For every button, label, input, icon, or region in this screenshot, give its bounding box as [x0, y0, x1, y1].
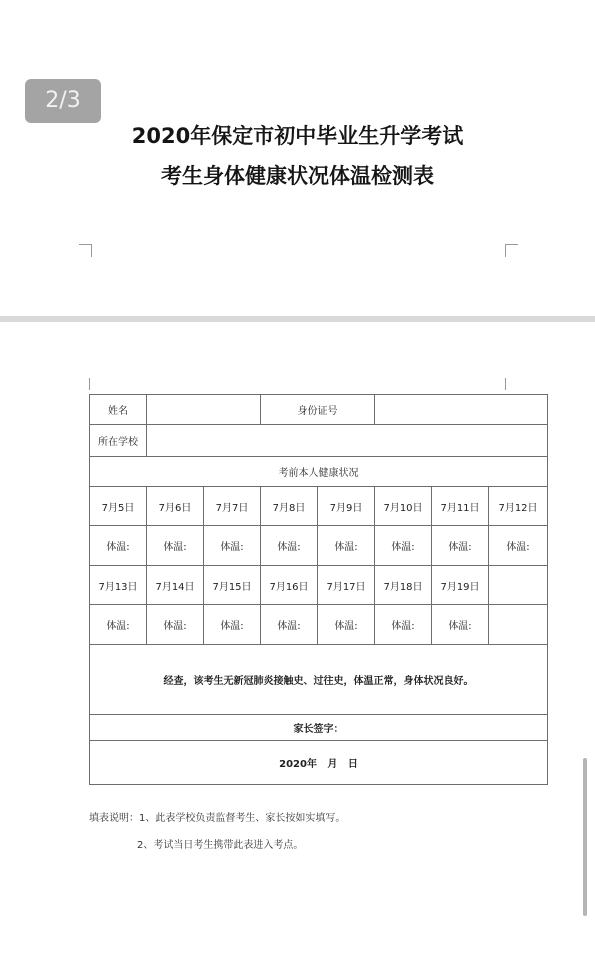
- id-field[interactable]: [375, 395, 548, 425]
- date-cell: 7月11日: [432, 487, 489, 526]
- temperature-field[interactable]: 体温:: [375, 605, 432, 645]
- name-label: 姓名: [90, 395, 147, 425]
- document-title-line1: 2020年保定市初中毕业生升学考试: [131, 124, 464, 148]
- date-cell: 7月13日: [90, 566, 147, 605]
- health-declaration: 经查，该考生无新冠肺炎接触史、过往史，体温正常，身体状况良好。: [90, 645, 548, 715]
- school-field[interactable]: [147, 425, 548, 457]
- temperature-field[interactable]: 体温:: [90, 605, 147, 645]
- page-divider: [0, 316, 595, 322]
- date-cell: 7月7日: [204, 487, 261, 526]
- parent-signature-field[interactable]: 家长签字：: [90, 715, 548, 741]
- crop-mark-right: [505, 378, 506, 390]
- temperature-field[interactable]: 体温:: [204, 526, 261, 566]
- date-cell: 7月5日: [90, 487, 147, 526]
- instruction-note-2: 2、考试当日考生携带此表进入考点。: [137, 840, 304, 851]
- temps-row-1: [90, 526, 548, 566]
- temperature-field[interactable]: 体温:: [432, 526, 489, 566]
- document-title-line2: 考生身体健康状况体温检测表: [161, 164, 434, 188]
- signature-row: [90, 715, 548, 741]
- dates-row-2: [90, 566, 548, 605]
- crop-mark-top-left: [79, 244, 92, 257]
- temperature-field[interactable]: 体温:: [204, 605, 261, 645]
- id-label: 身份证号: [261, 395, 375, 425]
- school-row: [90, 425, 548, 457]
- empty-cell: [489, 566, 548, 605]
- sign-date-row: [90, 741, 548, 785]
- health-header-row: [90, 457, 548, 487]
- vertical-scrollbar[interactable]: [583, 758, 587, 916]
- date-cell: 7月8日: [261, 487, 318, 526]
- health-form-table: [89, 394, 548, 785]
- date-cell: 7月10日: [375, 487, 432, 526]
- date-cell: 7月9日: [318, 487, 375, 526]
- date-cell: 7月19日: [432, 566, 489, 605]
- empty-cell: [489, 605, 548, 645]
- temperature-field[interactable]: 体温:: [261, 605, 318, 645]
- sign-date-field[interactable]: 2020年 月 日: [90, 741, 548, 785]
- dates-row-1: [90, 487, 548, 526]
- temperature-field[interactable]: 体温:: [318, 605, 375, 645]
- temperature-field[interactable]: 体温:: [432, 605, 489, 645]
- date-cell: 7月15日: [204, 566, 261, 605]
- temperature-field[interactable]: 体温:: [147, 605, 204, 645]
- date-cell: 7月18日: [375, 566, 432, 605]
- date-cell: 7月6日: [147, 487, 204, 526]
- page-indicator: 2/3: [25, 79, 101, 123]
- school-label: 所在学校: [90, 425, 147, 457]
- name-field[interactable]: [147, 395, 261, 425]
- date-cell: 7月14日: [147, 566, 204, 605]
- temperature-field[interactable]: 体温:: [147, 526, 204, 566]
- name-row: [90, 395, 548, 425]
- date-cell: 7月17日: [318, 566, 375, 605]
- declaration-row: [90, 645, 548, 715]
- temps-row-2: [90, 605, 548, 645]
- instruction-note-1: 填表说明：1、此表学校负责监督考生、家长按如实填写。: [89, 813, 346, 824]
- temperature-field[interactable]: 体温:: [375, 526, 432, 566]
- crop-mark-left: [89, 378, 90, 390]
- fill-instructions: [89, 809, 346, 851]
- date-cell: 7月12日: [489, 487, 548, 526]
- date-cell: 7月16日: [261, 566, 318, 605]
- temperature-field[interactable]: 体温:: [489, 526, 548, 566]
- temperature-field[interactable]: 体温:: [318, 526, 375, 566]
- temperature-field[interactable]: 体温:: [90, 526, 147, 566]
- health-header: 考前本人健康状况: [90, 457, 548, 487]
- temperature-field[interactable]: 体温:: [261, 526, 318, 566]
- crop-mark-top-right: [505, 244, 518, 257]
